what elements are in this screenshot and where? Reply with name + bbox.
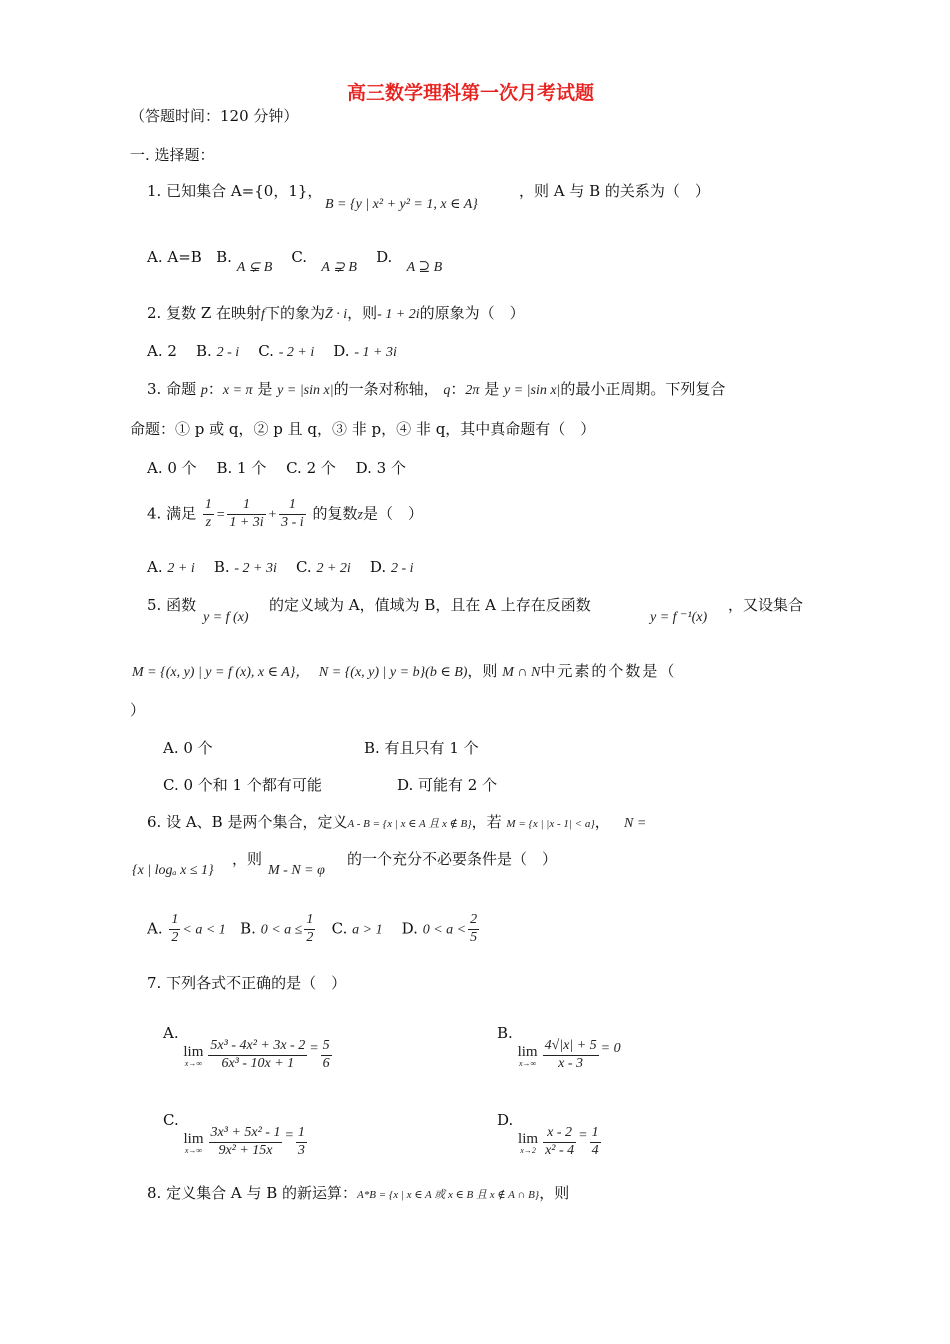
q7-b-num: 4√|x| + 5 bbox=[543, 1038, 599, 1056]
q5-text-5: 中元素的个数是（ bbox=[540, 662, 677, 680]
q7-c-result-num: 1 bbox=[296, 1125, 307, 1143]
question-3 bbox=[147, 380, 725, 400]
q5-option-a: A. 0 个 bbox=[163, 739, 213, 757]
q5-set-n: N = {(x, y) | y = b}(b ∈ B) bbox=[318, 665, 468, 680]
q1-stem: 1. 已知集合 A={0，1}， bbox=[147, 182, 323, 200]
q7-a-lim-sub: x→∞ bbox=[184, 1058, 203, 1068]
q2-option-c: C. bbox=[258, 342, 274, 360]
q6-option-d: D. bbox=[401, 919, 418, 938]
q4-option-d: D. bbox=[369, 558, 387, 576]
section-heading: 一. 选择题： bbox=[130, 146, 215, 164]
q1-option-d-expr: A ⊇ B bbox=[406, 260, 443, 275]
q7-b-lim-text: lim bbox=[517, 1043, 538, 1060]
question-1 bbox=[147, 182, 322, 200]
q7-c-den: 9x² + 15x bbox=[218, 1142, 273, 1158]
q6-option-a-num: 1 bbox=[169, 912, 180, 930]
q3-options: A. 0 个 B. 1 个 C. 2 个 D. 3 个 bbox=[147, 459, 406, 477]
q7-b-lim bbox=[518, 1043, 538, 1069]
q5-expr-1: y = f (x) bbox=[203, 610, 249, 625]
q5-option-d: D. 可能有 2 个 bbox=[397, 776, 498, 794]
q4-frac-3-num: 1 bbox=[279, 497, 306, 515]
q4-text-1: 4. 满足 bbox=[147, 504, 197, 523]
q6-option-a-den: 2 bbox=[171, 929, 179, 945]
q6-option-c: C. bbox=[331, 919, 348, 938]
q7-d-num: x - 2 bbox=[543, 1125, 576, 1143]
q4-option-c: C. bbox=[295, 558, 312, 576]
q7-option-c bbox=[163, 1111, 309, 1160]
q4-options bbox=[147, 558, 414, 578]
q6-option-d-expr: 0 < a < bbox=[422, 922, 467, 938]
q7-a-result-num: 5 bbox=[321, 1038, 332, 1056]
q7-a-equals: = bbox=[309, 1041, 319, 1057]
q4-option-a-expr: 2 + i bbox=[167, 561, 195, 576]
q3-line-2: 命题：① p 或 q，② p 且 q，③ 非 p，④ 非 q，其中真命题有（ ） bbox=[130, 420, 596, 438]
q7-option-b bbox=[497, 1024, 621, 1073]
time-note: （答题时间：120 分钟） bbox=[130, 107, 299, 125]
q5-text-3: ，又设集合 bbox=[728, 596, 804, 614]
q7-d-den: x² - 4 bbox=[545, 1142, 575, 1158]
q7-a-result bbox=[321, 1038, 332, 1073]
q7-option-b-label: B. bbox=[497, 1024, 513, 1042]
q4-plus: + bbox=[267, 507, 278, 523]
q6-set-m: M = {x | |x - 1| < a} bbox=[506, 818, 595, 830]
q3-expr-1: x = π bbox=[222, 383, 253, 398]
q4-equals: = bbox=[215, 507, 226, 523]
q7-c-lim-sub: x→∞ bbox=[184, 1145, 203, 1155]
q5-close: ） bbox=[130, 701, 146, 719]
q2-text-3: ，则 bbox=[347, 304, 378, 322]
q4-text-3: 是（ ） bbox=[362, 504, 423, 523]
q6-option-b-frac bbox=[304, 912, 315, 947]
q7-d-lim-sub: x→2 bbox=[520, 1145, 536, 1155]
q3-text-2: ： bbox=[207, 380, 223, 398]
q7-c-equals: = bbox=[284, 1128, 294, 1144]
q5-intersection: M ∩ N bbox=[502, 665, 541, 680]
q6-option-c-expr: a > 1 bbox=[352, 922, 383, 938]
q1-set-b: B = {y | x² + y² = 1, x ∈ A} bbox=[325, 197, 478, 212]
q3-expr-4: y = |sin x| bbox=[503, 383, 561, 398]
q4-option-b-expr: - 2 + 3i bbox=[234, 561, 277, 576]
q7-d-lim-text: lim bbox=[518, 1130, 539, 1147]
q2-f: f bbox=[261, 307, 265, 322]
q3-text-3: 是 bbox=[257, 380, 273, 398]
q4-frac-3 bbox=[279, 497, 306, 532]
q7-a-num: 5x³ - 4x² + 3x - 2 bbox=[208, 1038, 307, 1056]
q6-option-d-frac bbox=[468, 912, 479, 947]
q3-text-1: 3. 命题 bbox=[147, 380, 197, 398]
q2-option-b-expr: 2 - i bbox=[216, 345, 240, 360]
q2-text-1: 2. 复数 Z 在映射 bbox=[147, 304, 262, 322]
q3-text-4: 的一条对称轴， bbox=[333, 380, 439, 398]
q4-option-b: B. bbox=[213, 558, 230, 576]
q1-option-c-expr: A ⊋ B bbox=[321, 260, 357, 275]
q7-a-den: 6x³ - 10x + 1 bbox=[221, 1055, 295, 1071]
q7-option-a-label: A. bbox=[163, 1024, 179, 1042]
q7-stem: 7. 下列各式不正确的是（ ） bbox=[147, 974, 347, 992]
q4-frac-3-den: 3 - i bbox=[281, 514, 304, 530]
q8-text-1: 8. 定义集合 A 与 B 的新运算： bbox=[147, 1184, 358, 1202]
q2-option-d: D. bbox=[333, 342, 350, 360]
q7-c-lim bbox=[184, 1130, 204, 1156]
q7-a-result-den: 6 bbox=[322, 1055, 330, 1071]
q2-image: Z̄ · i bbox=[324, 307, 348, 322]
q5-text-4: ，则 bbox=[467, 662, 498, 680]
q1-option-b: B. bbox=[216, 248, 232, 266]
q6-option-d-num: 2 bbox=[468, 912, 479, 930]
q4-z: z bbox=[357, 507, 363, 523]
q7-b-frac bbox=[543, 1038, 599, 1073]
q3-expr-3: 2π bbox=[465, 383, 480, 398]
q6-option-b: B. bbox=[240, 919, 256, 938]
q7-option-d bbox=[497, 1111, 603, 1160]
q6-options bbox=[147, 912, 481, 947]
q4-option-d-expr: 2 - i bbox=[390, 561, 414, 576]
q4-option-c-expr: 2 + 2i bbox=[316, 561, 351, 576]
question-2 bbox=[147, 304, 525, 324]
q5-line-2 bbox=[132, 662, 676, 682]
question-4 bbox=[147, 497, 423, 532]
q6-option-d-den: 5 bbox=[470, 929, 478, 945]
q6-text-5: 的一个充分不必要条件是（ ） bbox=[347, 850, 558, 868]
q6-set-n: {x | logₐ x ≤ 1} bbox=[132, 863, 214, 878]
q1-tail: ，则 A 与 B 的关系为（ ） bbox=[519, 182, 710, 200]
q1-option-b-expr: A ⊊ B bbox=[236, 260, 273, 275]
q6-option-b-num: 1 bbox=[304, 912, 315, 930]
q5-option-c: C. 0 个和 1 个都有可能 bbox=[163, 776, 322, 794]
q1-options bbox=[147, 248, 443, 275]
q7-d-result-den: 4 bbox=[591, 1142, 599, 1158]
q6-text-1: 6. 设 A、B 是两个集合，定义 bbox=[147, 813, 348, 831]
q7-option-a bbox=[163, 1024, 334, 1073]
question-8 bbox=[147, 1184, 569, 1202]
q7-d-result-num: 1 bbox=[590, 1125, 601, 1143]
q2-point: - 1 + 2i bbox=[377, 307, 420, 322]
q6-definition: A - B = {x | x ∈ A 且 x ∉ B} bbox=[347, 818, 472, 830]
q7-c-num: 3x³ + 5x² - 1 bbox=[209, 1125, 283, 1143]
q2-option-a: A. 2 bbox=[147, 342, 177, 360]
q2-text-4: 的原象为（ ） bbox=[419, 304, 525, 322]
q4-frac-1 bbox=[203, 497, 214, 532]
q7-option-d-label: D. bbox=[497, 1111, 514, 1129]
q6-option-a-frac bbox=[169, 912, 180, 947]
q4-frac-2 bbox=[227, 497, 265, 532]
q1-option-d: D. bbox=[376, 248, 393, 266]
question-6 bbox=[147, 813, 646, 833]
q7-d-lim bbox=[518, 1130, 538, 1156]
q4-frac-2-den: 1 + 3i bbox=[229, 514, 264, 530]
q3-text-7: 的最小正周期。下列复合 bbox=[560, 380, 726, 398]
q1-option-c: C. bbox=[291, 248, 308, 266]
q6-text-4: ，则 bbox=[232, 850, 263, 868]
q8-definition: A*B = {x | x ∈ A 或 x ∈ B 且 x ∉ A ∩ B} bbox=[357, 1189, 540, 1201]
page-title: 高三数学理科第一次月考试题 bbox=[347, 82, 595, 104]
q6-option-a-expr: < a < 1 bbox=[182, 922, 226, 938]
q3-expr-2: y = |sin x| bbox=[277, 383, 334, 398]
q7-a-lim bbox=[183, 1043, 203, 1069]
q4-frac-1-den: z bbox=[205, 514, 212, 530]
q3-text-5: ： bbox=[450, 380, 466, 398]
q4-frac-1-num: 1 bbox=[203, 497, 214, 515]
q3-text-6: 是 bbox=[484, 380, 500, 398]
q7-a-lim-text: lim bbox=[183, 1043, 204, 1060]
q5-expr-2: y = f ⁻¹(x) bbox=[650, 610, 708, 625]
q4-text-2: 的复数 bbox=[312, 504, 358, 523]
q5-option-b: B. 有且只有 1 个 bbox=[364, 739, 479, 757]
q7-option-c-label: C. bbox=[163, 1111, 179, 1129]
q7-c-frac bbox=[209, 1125, 283, 1160]
q3-p: p bbox=[200, 383, 208, 398]
q6-option-a: A. bbox=[147, 919, 163, 938]
q5-set-m: M = {(x, y) | y = f (x), x ∈ A}， bbox=[132, 665, 310, 680]
q2-option-b: B. bbox=[196, 342, 212, 360]
q6-text-3: ， bbox=[594, 813, 610, 831]
q8-text-2: ，则 bbox=[539, 1184, 570, 1202]
q5-text-2: 的定义域为 A，值域为 B，且在 A 上存在反函数 bbox=[269, 596, 591, 614]
q2-option-c-expr: - 2 + i bbox=[278, 345, 315, 360]
q7-d-result bbox=[590, 1125, 601, 1160]
q6-difference: M - N = φ bbox=[268, 863, 325, 878]
q2-text-2: 下的象为 bbox=[264, 304, 325, 322]
q6-text-2: ，若 bbox=[471, 813, 502, 831]
q6-set-n-label: N = bbox=[624, 816, 647, 831]
q4-option-a: A. bbox=[147, 558, 163, 576]
q2-options bbox=[147, 342, 397, 362]
q7-c-result-den: 3 bbox=[297, 1142, 305, 1158]
q2-option-d-expr: - 1 + 3i bbox=[354, 345, 397, 360]
q4-frac-2-num: 1 bbox=[227, 497, 265, 515]
q6-option-b-expr: 0 < a ≤ bbox=[260, 922, 303, 938]
q6-option-b-den: 2 bbox=[306, 929, 314, 945]
q7-d-frac bbox=[543, 1125, 576, 1160]
q7-b-den: x - 3 bbox=[558, 1055, 584, 1071]
q5-text-1: 5. 函数 bbox=[147, 596, 197, 614]
q7-d-equals: = bbox=[578, 1128, 588, 1144]
q7-b-result: = 0 bbox=[600, 1041, 621, 1057]
q1-option-a: A. A=B bbox=[147, 248, 202, 266]
q3-q: q bbox=[443, 383, 451, 398]
q7-b-lim-sub: x→∞ bbox=[518, 1058, 537, 1068]
q7-c-result bbox=[296, 1125, 307, 1160]
q7-a-frac bbox=[208, 1038, 307, 1073]
q7-c-lim-text: lim bbox=[183, 1130, 204, 1147]
